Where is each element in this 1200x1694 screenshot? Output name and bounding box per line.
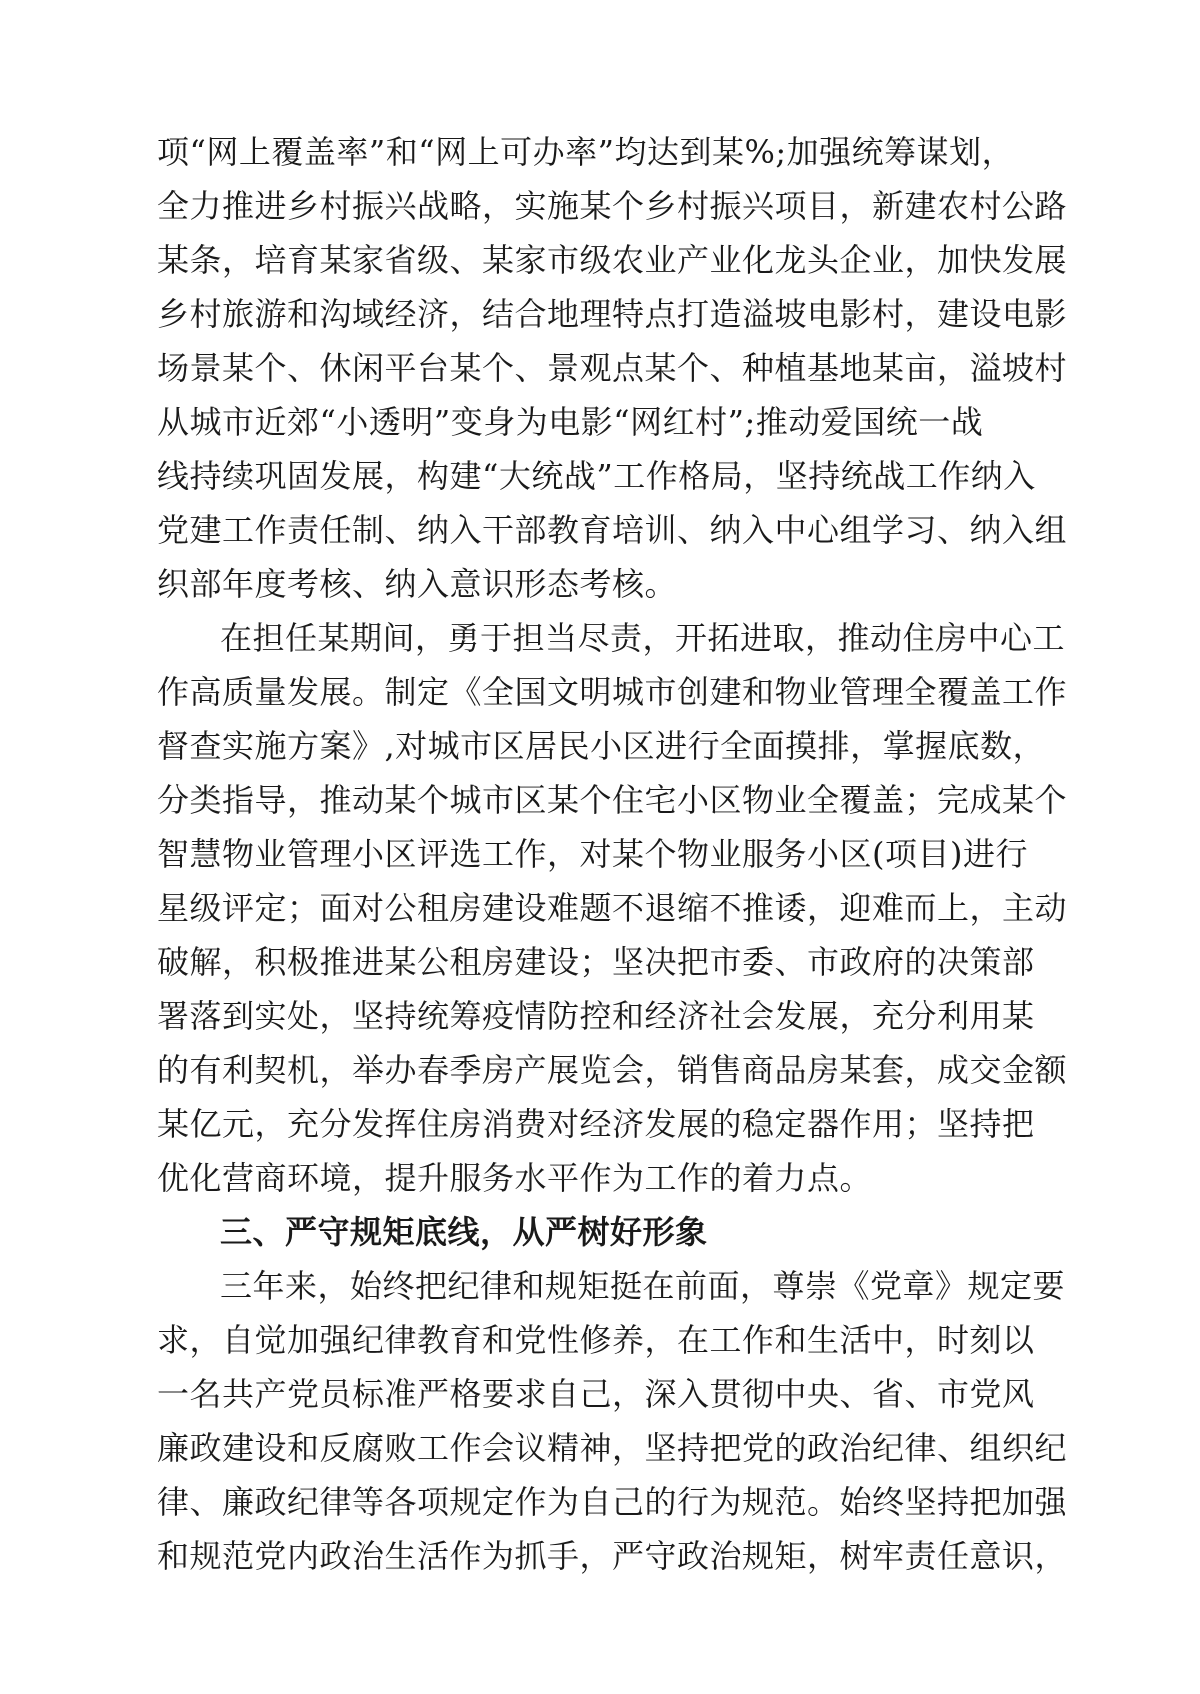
- text-line: 党建工作责任制、纳入干部教育培训、纳入中心组学习、纳入组: [157, 511, 1068, 549]
- text-line: 场景某个、休闲平台某个、景观点某个、种植基地某亩，溢坡村: [157, 349, 1068, 387]
- text-line: 乡村旅游和沟域经济，结合地理特点打造溢坡电影村，建设电影: [157, 295, 1068, 333]
- paragraph-first-line: 三年来，始终把纪律和规矩挺在前面，尊崇《党章》规定要: [220, 1267, 1066, 1305]
- text-line: 某条，培育某家省级、某家市级农业产业化龙头企业，加快发展: [157, 241, 1068, 279]
- text-line: 督查实施方案》,对城市区居民小区进行全面摸排，掌握底数，: [157, 727, 1046, 765]
- text-line: 全力推进乡村振兴战略，实施某个乡村振兴项目，新建农村公路: [157, 187, 1068, 225]
- text-line: 求，自觉加强纪律教育和党性修养，在工作和生活中，时刻以: [157, 1321, 1035, 1359]
- text-line: 线持续巩固发展，构建“大统战”工作格局，坚持统战工作纳入: [157, 457, 1036, 495]
- text-line: 织部年度考核、纳入意识形态考核。: [157, 565, 678, 603]
- text-line: 律、廉政纪律等各项规定作为自己的行为规范。始终坚持把加强: [157, 1483, 1068, 1521]
- text-line: 廉政建设和反腐败工作会议精神，坚持把党的政治纪律、组织纪: [157, 1429, 1068, 1467]
- text-line: 星级评定；面对公租房建设难题不退缩不推诿，迎难而上，主动: [157, 889, 1068, 927]
- text-line: 破解，积极推进某公租房建设；坚决把市委、市政府的决策部: [157, 943, 1035, 981]
- text-line: 优化营商环境，提升服务水平作为工作的着力点。: [157, 1159, 873, 1197]
- text-line: 分类指导，推动某个城市区某个住宅小区物业全覆盖；完成某个: [157, 781, 1068, 819]
- text-line: 的有利契机，举办春季房产展览会，销售商品房某套，成交金额: [157, 1051, 1068, 1089]
- text-line: 项“网上覆盖率”和“网上可办率”均达到某%;加强统筹谋划，: [157, 133, 1015, 171]
- text-line: 作高质量发展。制定《全国文明城市创建和物业管理全覆盖工作: [157, 673, 1068, 711]
- section-heading: 三、严守规矩底线，从严树好形象: [220, 1213, 708, 1251]
- text-line: 某亿元，充分发挥住房消费对经济发展的稳定器作用；坚持把: [157, 1105, 1035, 1143]
- text-line: 署落到实处，坚持统筹疫情防控和经济社会发展，充分利用某: [157, 997, 1035, 1035]
- text-line: 一名共产党员标准严格要求自己，深入贯彻中央、省、市党风: [157, 1375, 1035, 1413]
- text-line: 和规范党内政治生活作为抓手，严守政治规矩，树牢责任意识，: [157, 1537, 1068, 1575]
- text-line: 智慧物业管理小区评选工作，对某个物业服务小区(项目)进行: [157, 835, 1028, 873]
- text-line: 从城市近郊“小透明”变身为电影“网红村”;推动爱国统一战: [157, 403, 984, 441]
- paragraph-first-line: 在担任某期间，勇于担当尽责，开拓进取，推动住房中心工: [220, 619, 1066, 657]
